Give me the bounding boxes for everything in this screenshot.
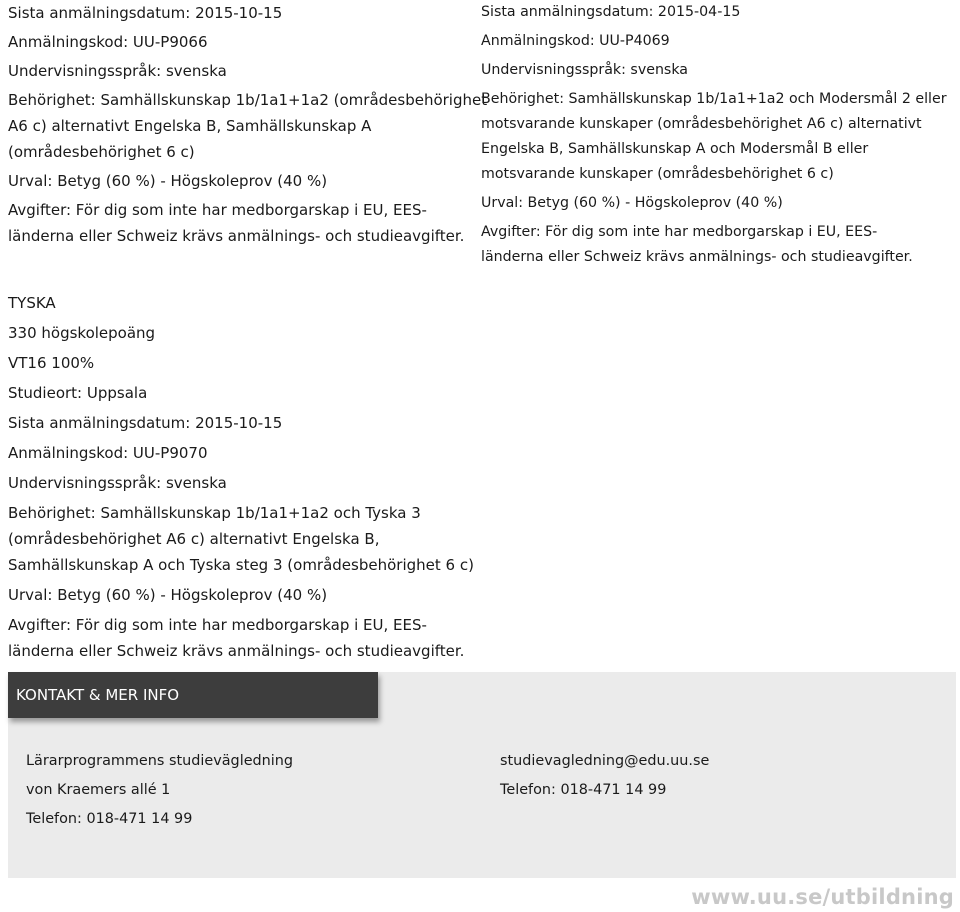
eligibility-line: Behörighet: Samhällskunskap 1b/1a1+1a2 och Modersmål 2 eller <box>481 91 947 107</box>
program-credits: 330 högskolepoäng <box>8 324 156 342</box>
application-deadline: Sista anmälningsdatum: 2015-10-15 <box>8 4 283 22</box>
fees-line: länderna eller Schweiz krävs anmälnings- och studieavgifter. <box>8 227 465 245</box>
selection-criteria: Urval: Betyg (60 %) - Högskoleprov (40 %) <box>8 586 328 604</box>
application-deadline: Sista anmälningsdatum: 2015-04-15 <box>481 4 741 20</box>
selection-criteria: Urval: Betyg (60 %) - Högskoleprov (40 %) <box>481 195 783 211</box>
program-info-tyska <box>8 290 474 664</box>
contact-digital <box>500 747 709 805</box>
application-code: Anmälningskod: UU-P9066 <box>8 33 208 51</box>
application-code: Anmälningskod: UU-P9070 <box>8 444 208 462</box>
eligibility-line: Engelska B, Samhällskunskap A och Modersmål B eller <box>481 141 869 157</box>
fees-line: Avgifter: För dig som inte har medborgarskap i EU, EES- <box>481 224 878 240</box>
teaching-language: Undervisningsspråk: svenska <box>481 62 688 78</box>
program-term: VT16 100% <box>8 354 95 372</box>
program-title: TYSKA <box>8 294 56 312</box>
fees-line: Avgifter: För dig som inte har medborgarskap i EU, EES- <box>8 616 427 634</box>
eligibility-line: Samhällskunskap A och Tyska steg 3 (områdesbehörighet 6 c) <box>8 556 474 574</box>
contact-box <box>8 672 956 878</box>
teaching-language: Undervisningsspråk: svenska <box>8 62 227 80</box>
footer-url-link[interactable]: www.uu.se/utbildning <box>691 885 954 909</box>
eligibility-line: Behörighet: Samhällskunskap 1b/1a1+1a2 och Tyska 3 <box>8 504 421 522</box>
study-location: Studieort: Uppsala <box>8 384 148 402</box>
program-info-top-left <box>8 0 487 249</box>
fees-line: Avgifter: För dig som inte har medborgarskap i EU, EES- <box>8 201 427 219</box>
eligibility-line: (områdesbehörighet A6 c) alternativt Engelska B, <box>8 530 380 548</box>
application-code: Anmälningskod: UU-P4069 <box>481 33 670 49</box>
eligibility-line: motsvarande kunskaper (områdesbehörighet A6 c) alternativt <box>481 116 922 132</box>
contact-street: von Kraemers allé 1 <box>26 782 171 798</box>
eligibility-line: (områdesbehörighet 6 c) <box>8 143 195 161</box>
contact-email-link[interactable]: studievagledning@edu.uu.se <box>500 753 710 769</box>
program-info-top-right <box>481 0 947 270</box>
contact-phone: Telefon: 018-471 14 99 <box>500 782 667 798</box>
eligibility-line: A6 c) alternativt Engelska B, Samhällskunskap A <box>8 117 372 135</box>
fees-line: länderna eller Schweiz krävs anmälnings- och studieavgifter. <box>481 249 913 265</box>
eligibility-line: Behörighet: Samhällskunskap 1b/1a1+1a2 (områdesbehörighet <box>8 91 488 109</box>
fees-line: länderna eller Schweiz krävs anmälnings- och studieavgifter. <box>8 642 465 660</box>
teaching-language: Undervisningsspråk: svenska <box>8 474 227 492</box>
contact-address <box>26 747 293 834</box>
contact-heading: KONTAKT & MER INFO <box>8 672 378 718</box>
selection-criteria: Urval: Betyg (60 %) - Högskoleprov (40 %) <box>8 172 328 190</box>
contact-office-name: Lärarprogrammens studievägledning <box>26 753 294 769</box>
eligibility-line: motsvarande kunskaper (områdesbehörighet 6 c) <box>481 166 834 182</box>
application-deadline: Sista anmälningsdatum: 2015-10-15 <box>8 414 283 432</box>
contact-phone: Telefon: 018-471 14 99 <box>26 811 193 827</box>
